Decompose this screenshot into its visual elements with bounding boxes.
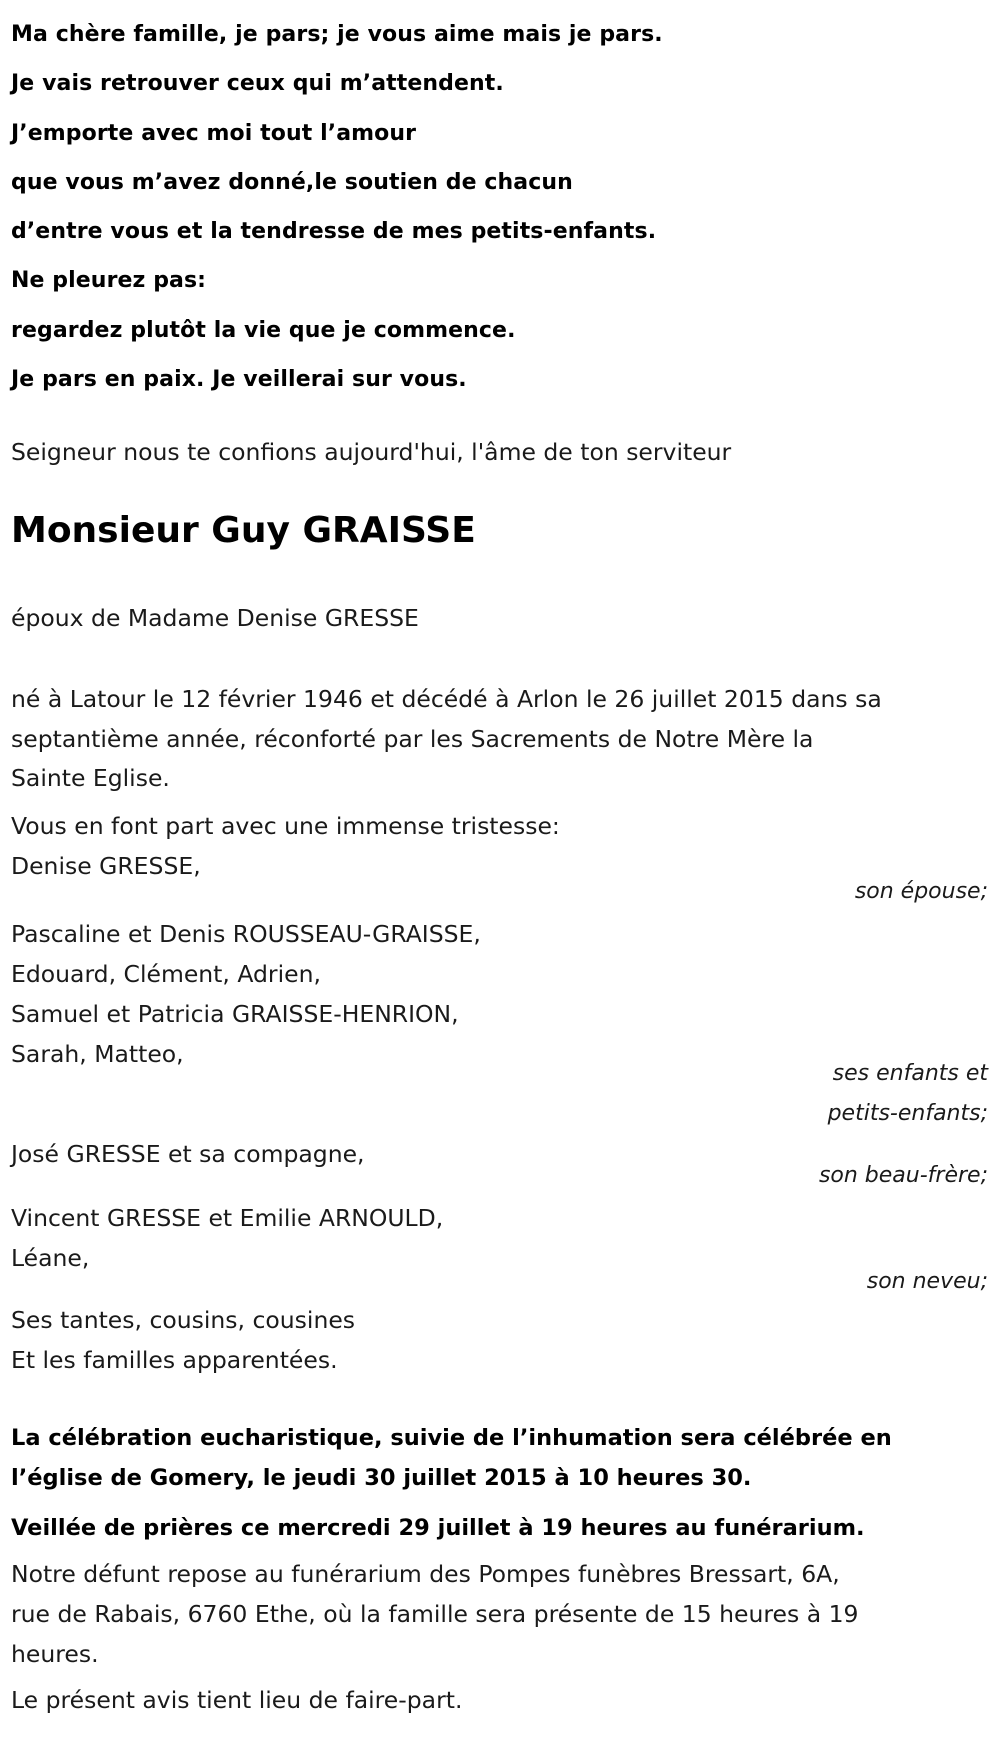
relation-label: son neveu; — [866, 1269, 988, 1294]
celebration-line: La célébration eucharistique, suivie de l’inhumation sera célébrée en — [11, 1425, 892, 1451]
celebration-line: l’église de Gomery, le jeudi 30 juillet 2015 à 10 heures 30. — [11, 1465, 752, 1491]
funeral-home-line: rue de Rabais, 6760 Ethe, où la famille sera présente de 15 heures à 19 — [11, 1600, 859, 1628]
prayer-line: Seigneur nous te confions aujourd'hui, l'âme de ton serviteur — [11, 438, 732, 466]
poem-line: Ma chère famille, je pars; je vous aime mais je pars. — [11, 22, 663, 47]
poem-line: que vous m’avez donné,le soutien de chacun — [11, 169, 573, 195]
vigil-line: Veillée de prières ce mercredi 29 juillet à 19 heures au funérarium. — [11, 1515, 865, 1541]
relation-label: ses enfants et — [832, 1061, 988, 1086]
announcement: Vous en font part avec une immense tristesse: — [11, 812, 560, 840]
funeral-home-line: heures. — [11, 1640, 99, 1668]
funeral-home-line: Notre défunt repose au funérarium des Pompes funèbres Bressart, 6A, — [11, 1560, 840, 1588]
family-member: Léane, — [11, 1244, 90, 1272]
family-group-nephew — [11, 1198, 443, 1278]
family-member: Ses tantes, cousins, cousines — [11, 1306, 356, 1334]
family-group-spouse — [11, 846, 201, 886]
family-member: José GRESSE et sa compagne, — [11, 1140, 365, 1168]
family-member: Et les familles apparentées. — [11, 1346, 338, 1374]
family-member: Edouard, Clément, Adrien, — [11, 960, 321, 988]
spouse-line: époux de Madame Denise GRESSE — [11, 604, 419, 632]
family-member: Sarah, Matteo, — [11, 1040, 184, 1068]
family-member: Pascaline et Denis ROUSSEAU-GRAISSE, — [11, 920, 481, 948]
relation-children — [828, 1054, 988, 1134]
funeral-home-details — [11, 1554, 858, 1674]
family-group-children — [11, 914, 481, 1074]
biography-line: Sainte Eglise. — [11, 764, 170, 793]
poem-line: Ne pleurez pas: — [11, 268, 207, 294]
biography-line: né à Latour le 12 février 1946 et décédé à Arlon le 26 juillet 2015 dans sa — [11, 685, 882, 713]
family-group-extended — [11, 1300, 355, 1380]
relation-label: petits-enfants; — [827, 1101, 988, 1126]
poem-line: Je vais retrouver ceux qui m’attendent. — [11, 71, 504, 97]
poem-line: d’entre vous et la tendresse de mes petits-enfants. — [11, 219, 657, 245]
family-member: Vincent GRESSE et Emilie ARNOULD, — [11, 1204, 444, 1232]
closing-line: Le présent avis tient lieu de faire-part. — [11, 1686, 463, 1714]
poem-line: Je pars en paix. Je veillerai sur vous. — [11, 367, 467, 393]
poem-line: J’emporte avec moi tout l’amour — [11, 120, 417, 146]
relation-label: son épouse; — [854, 879, 988, 904]
relation-brother-in-law — [819, 1156, 988, 1196]
deceased-name: Monsieur Guy GRAISSE — [11, 510, 476, 551]
relation-spouse — [855, 872, 988, 912]
family-member: Samuel et Patricia GRAISSE-HENRION, — [11, 1000, 459, 1028]
poem-line: regardez plutôt la vie que je commence. — [11, 317, 516, 343]
relation-nephew — [867, 1262, 988, 1302]
vigil-details — [11, 1508, 865, 1548]
relation-label: son beau-frère; — [818, 1163, 988, 1188]
celebration-details — [11, 1418, 892, 1498]
family-member: Denise GRESSE, — [11, 852, 201, 880]
family-group-brother-in-law — [11, 1134, 365, 1174]
biography-line: septantième année, réconforté par les Sacrements de Notre Mère la — [11, 724, 814, 753]
farewell-poem — [11, 10, 663, 404]
closing-note — [11, 1680, 462, 1720]
biography — [11, 680, 991, 799]
